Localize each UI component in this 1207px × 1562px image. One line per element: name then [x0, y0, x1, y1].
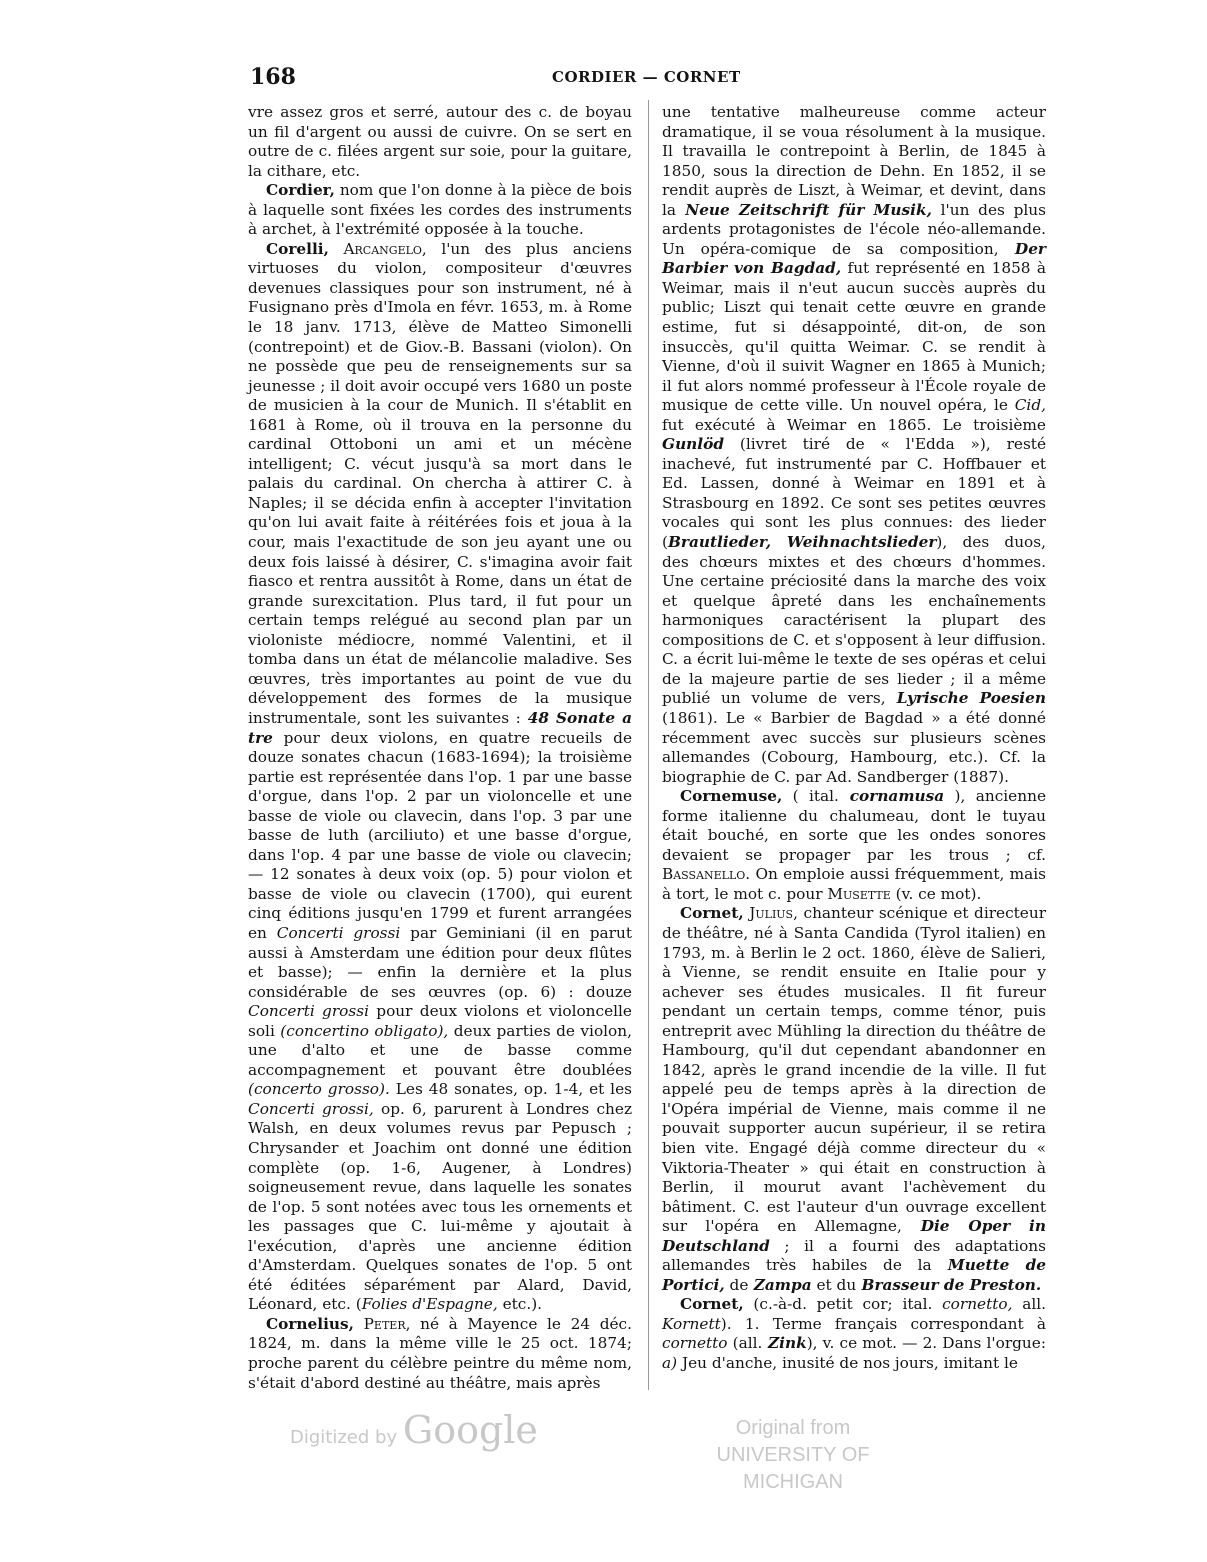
entry-cornelius: Cornelius, Peter, né à Mayence le 24 déc. 1824, m. dans la même ville le 25 oct. 1874; proche parent du célèbre peintre du même nom, s'était d'abord destiné au théâtre, mais après [248, 1314, 632, 1392]
left-column [248, 103, 632, 1393]
entry-cornet-julius: Cornet, Julius, chanteur scénique et directeur de théâtre, né à Santa Candida (Tyrol italien) en 1793, m. à Berlin le 2 oct. 1860, élève de Salieri, à Vienne, se rendit ensuite en Italie pour y achever ses études musicales. Il fit fureur pendant un certain temps, comme ténor, puis entreprit avec Mühling la direction du théâtre de Hambourg, qu'il dut cependant abandonner en 1842, après le grand incendie de la ville. Il fut appelé peu de temps après à la direction de l'Opéra impérial de Vienne, mais comme il ne pouvait supporter aucun supérieur, il se retira bien vite. Engagé déjà comme directeur du « Viktoria-Theater » qui était en construction à Berlin, il mourut avant l'achèvement du bâtiment. C. est l'auteur d'un ouvrage excellent sur l'opéra en Allemagne, Die Oper in Deutschland ; il a fourni des adaptations allemandes très habiles de la Muette de Portici, de Zampa et du Brasseur de Preston. [662, 904, 1047, 1294]
entry-corelli: Corelli, Arcangelo, l'un des plus anciens virtuoses du violon, compositeur d'œuvres devenues classiques pour son instrument, né à Fusignano près d'Imola en févr. 1653, m. à Rome le 18 janv. 1713, élève de Matteo Simonelli (contrepoint) et de Giov.-B. Bassani (violon). On ne possède que peu de renseignements sur sa jeunesse ; il doit avoir occupé vers 1680 un poste de musicien à la cour de Munich. Il s'établit en 1681 à Rome, où il trouva en la personne du cardinal Ottoboni un ami et un mécène intelligent; C. vécut jusqu'à sa mort dans le palais du cardinal. On chercha à attirer C. à Naples; il se décida enfin à accepter l'invitation qu'on lui avait faite à réitérées fois et joua à la cour, mais l'exactitude de son jeu ayant une ou deux fois laissé à désirer, C. s'imagina avoir fait fiasco et rentra aussitôt à Rome, dans un état de grande surexcitation. Plus tard, il fut pour un certain temps relégué au second plan par un violoniste médiocre, nommé Valentini, et il tomba dans un état de mélancolie maladive. Ses œuvres, très importantes au point de vue du développement des formes de la musique instrumentale, sont les suivantes : 48 Sonate a tre pour deux violons, en quatre recueils de douze sonates chacun (1683-1694); la troisième partie est représentée dans l'op. 1 par une basse d'orgue, dans l'op. 2 par un violoncelle et une basse de viole ou clavecin, dans l'op. 3 par une basse de luth (arciliuto) et une basse d'orgue, dans l'op. 4 par une basse de viole ou clavecin; — 12 sonates à deux voix (op. 5) pour violon et basse de viole ou clavecin (1700), qui eurent cinq éditions jusqu'en 1799 et furent arrangées en Concerti grossi par Geminiani (il en parut aussi à Amsterdam une édition pour deux flûtes et basse); — enfin la dernière et la plus considérable de ses œuvres (op. 6) : douze Concerti grossi pour deux violons et violoncelle soli (concertino obligato), deux parties de violon, une d'alto et une de basse comme accompagnement et pouvant être doublées (concerto grosso). Les 48 sonates, op. 1-4, et les Concerti grossi, op. 6, parurent à Londres chez Walsh, en deux volumes revus par Pepusch ; Chrysander et Joachim ont donné une édition complète (op. 1-6, Augener, à Londres) soigneusement revue, dans laquelle les sonates de l'op. 5 sont notées avec tous les ornements et les passages que C. lui-même y ajoutait à l'exécution, d'après une ancienne édition d'Amsterdam. Quelques sonates de l'op. 5 ont été éditées séparément par Alard, David, Léonard, etc. (Folies d'Espagne, etc.). [248, 239, 633, 1314]
university-label: UNIVERSITY OF MICHIGAN [716, 1444, 870, 1493]
paragraph-cordes-continued: vre assez gros et serré, autour des c. de boyau un fil d'argent ou aussi de cuivre. On se sert en outre de c. filées argent sur soie, pour la guitare, la cithare, etc. [248, 103, 632, 180]
original-from-label: Original from [735, 1417, 851, 1439]
headword: Cornemuse, [680, 787, 783, 806]
entry-cornemuse: Cornemuse, ( ital. cornamusa ), ancienne forme italienne du chalumeau, dont le tuyau était bouché, en sorte que les ondes sonores devaient se propager par les trous ; cf. Bassanello. On emploie aussi fréquemment, mais à tort, le mot c. pour Musette (v. ce mot). [662, 787, 1046, 903]
headword: Corelli, [266, 239, 329, 258]
headword: Cornelius, [266, 1314, 354, 1333]
entry-cordier: Cordier, nom que l'on donne à la pièce de bois à laquelle sont fixées les cordes des instruments à archet, à l'extrémité opposée à la touche. [248, 181, 632, 239]
google-logo: Google [402, 1408, 538, 1452]
headword: Cornet, [680, 1295, 744, 1314]
entry-cornelius-continued: une tentative malheureuse comme acteur dramatique, il se voua résolument à la musique. Il travailla le contrepoint à Berlin, de 1845 à 1850, sous la direction de Dehn. En 1852, il se rendit auprès de Liszt, à Weimar, et devint, dans la Neue Zeitschrift für Musik, l'un des plus ardents protagonistes de l'école néo-allemande. Un opéra-comique de sa composition, Der Barbier von Bagdad, fut représenté en 1858 à Weimar, mais il n'eut aucun succès auprès du public; Liszt qui tenait cette œuvre en grande estime, fut si désappointé, dit-on, de son insuccès, qu'il quitta Weimar. C. se rendit à Vienne, d'où il suivit Wagner en 1865 à Munich; il fut alors nommé professeur à l'École royale de musique de cette ville. Un nouvel opéra, le Cid, fut exécuté à Weimar en 1865. Le troisième Gunlöd (livret tiré de « l'Edda »), resté inachevé, fut instrumenté par C. Hoffbauer et Ed. Lassen, donné à Weimar en 1891 et à Strasbourg en 1892. Ce sont ses petites œuvres vocales qui sont les plus connues: des lieder (Brautlieder, Weihnachtslieder), des duos, des chœurs mixtes et des chœurs d'hommes. Une certaine préciosité dans la marche des voix et quelque âpreté dans les enchaînements harmoniques caractérisent la plupart des compositions de C. et s'opposent à leur diffusion. C. a écrit lui-même le texte de ses opéras et celui de la majeure partie de ses lieder ; il a même publié un volume de vers, Lyrische Poesien (1861). Le « Barbier de Bagdad » a été donné récemment avec succès sur plusieurs scènes allemandes (Cobourg, Hambourg, etc.). Cf. la biographie de C. par Ad. Sandberger (1887). [662, 103, 1047, 786]
column-divider [648, 100, 649, 1390]
running-head: CORDIER — CORNET [552, 68, 741, 86]
entry-cornet-instrument: Cornet, (c.-à-d. petit cor; ital. cornetto, all. Kornett). 1. Terme français correspondant à cornetto (all. Zink), v. ce mot. — 2. Dans l'orgue: a) Jeu d'anche, inusité de nos jours, imitant le [662, 1295, 1046, 1372]
headword: Cornet, [680, 904, 744, 923]
digitized-by-watermark [290, 1408, 538, 1452]
headword: Cordier, [266, 181, 335, 200]
digitized-prefix: Digitized by [290, 1427, 398, 1448]
page-number: 168 [250, 64, 296, 90]
original-from-watermark [668, 1415, 918, 1496]
right-column [662, 103, 1046, 1374]
